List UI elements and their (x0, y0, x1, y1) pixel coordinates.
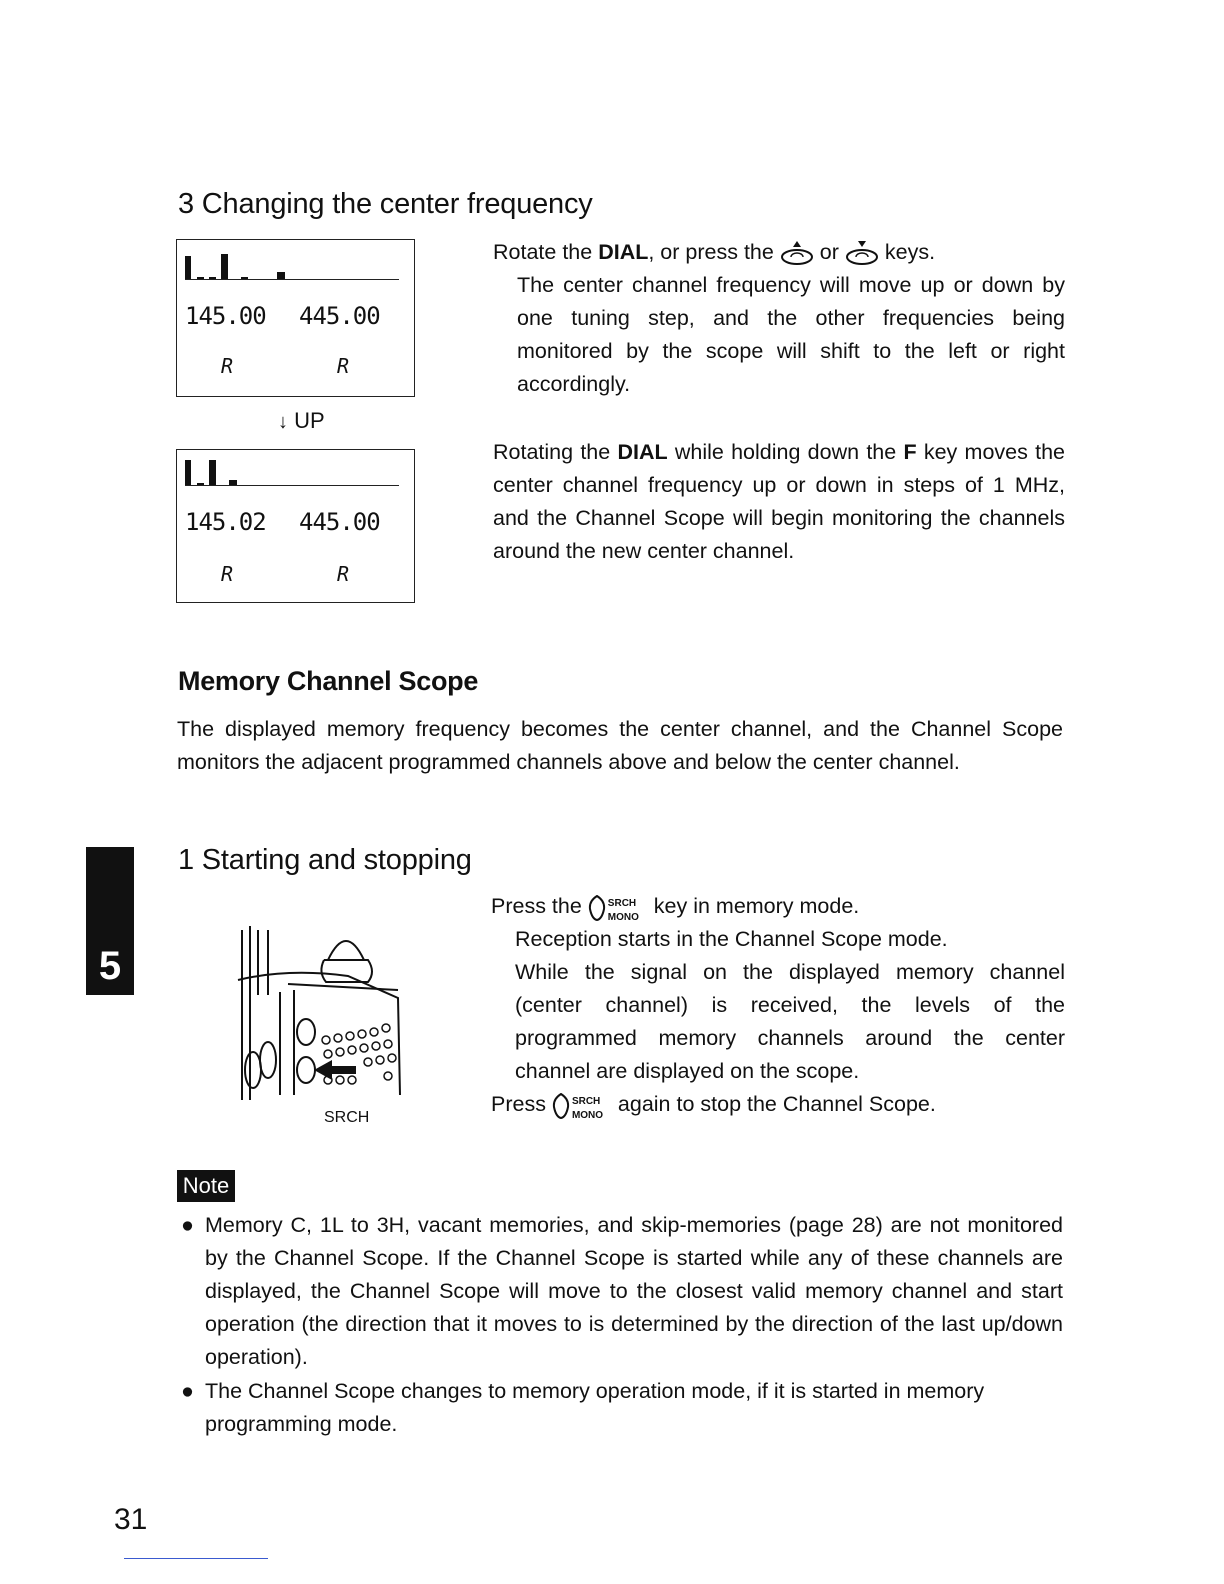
note-badge: Note (177, 1170, 235, 1202)
f-key-label: F (903, 440, 917, 464)
lcd2-mark-right: R (337, 562, 350, 586)
paragraph-rotate-dial-with-f (493, 436, 1065, 568)
lcd2-freq-left: 145.02 (185, 508, 266, 536)
srch-key-icon (588, 895, 606, 921)
up-arrow-caption (278, 408, 325, 434)
paragraph-start-scope (491, 890, 1065, 1121)
text-fragment: keys. (878, 240, 936, 264)
paragraph-detail: The center channel frequency will move up or down by one tuning step, and the other frequencies being monitored by the scope will shift to the left or right accordingly. (517, 273, 1065, 396)
text-fragment: key moves the center channel frequency up or down in steps of 1 MHz, and the Channel Scope will begin monitoring the channels around the new center channel. (493, 440, 1065, 563)
scope-bars (185, 254, 405, 280)
lcd1-freq-left: 145.00 (185, 302, 266, 330)
section-heading-starting-stopping: 1 Starting and stopping (178, 844, 472, 876)
section-heading-changing-center-frequency: 3 Changing the center frequency (178, 188, 593, 220)
lcd1-mark-right: R (337, 354, 350, 378)
note-bullet-text: The Channel Scope changes to memory operation mode, if it is started in memory programming mode. (205, 1379, 985, 1436)
key-bottom-label: MONO (571, 1110, 604, 1122)
note-bullet-text: Memory C, 1L to 3H, vacant memories, and skip-memories (page 28) are not monitored by the Channel Scope. If the Channel Scope is started while any of these channels are displayed, the Channel Scope will move to the closest valid memory channel and start operation (the direction that it moves to is determined by the direction of the last up/down operation). (205, 1213, 1063, 1369)
memory-scope-intro: The displayed memory frequency becomes the center channel, and the Channel Scope monitors the adjacent programmed channels above and below the center channel. (177, 717, 1063, 774)
srch-key-icon (552, 1093, 570, 1119)
up-key-icon (780, 240, 814, 266)
detail-levels: While the signal on the displayed memory channel (center channel) is received, the levels of the programmed memory channels around the center channel are displayed on the scope. (515, 960, 1065, 1083)
text-fragment: , or press the (648, 240, 780, 264)
paragraph-rotate-dial (493, 236, 1065, 401)
scope-bars (185, 460, 405, 486)
dial-label: DIAL (617, 440, 668, 464)
key-top-label: SRCH (571, 1096, 601, 1108)
text-fragment: Rotate the (493, 240, 599, 264)
heading-memory-channel-scope: Memory Channel Scope (178, 666, 479, 696)
text-fragment: Rotating the (493, 440, 618, 464)
lcd-display-before (176, 239, 415, 397)
lcd1-mark-left: R (221, 354, 234, 378)
text-fragment: Press the (491, 894, 588, 918)
lcd2-mark-left: R (221, 562, 234, 586)
page-number: 31 (114, 1503, 148, 1536)
srch-mono-key (552, 1091, 610, 1122)
key-top-label: SRCH (607, 898, 637, 910)
lcd2-freq-right: 445.00 (299, 508, 380, 536)
down-key-icon (845, 240, 879, 266)
lcd1-freq-right: 445.00 (299, 302, 380, 330)
srch-mono-key (588, 893, 646, 924)
radio-illustration (228, 920, 408, 1105)
text-fragment: again to stop the Channel Scope. (611, 1092, 936, 1116)
bullet-dot: ● (181, 1379, 194, 1403)
detail-reception: Reception starts in the Channel Scope mode. (515, 927, 948, 951)
chapter-tab: 5 (86, 847, 134, 995)
figure-label-srch: SRCH (324, 1109, 370, 1126)
text-fragment: Press (491, 1092, 552, 1116)
footer-rule (124, 1558, 268, 1559)
note-bullet (181, 1209, 1063, 1374)
text-fragment: or (813, 240, 845, 264)
text-fragment: key in memory mode. (647, 894, 860, 918)
lcd-display-after (176, 449, 415, 603)
down-arrow-icon: ↓ (278, 411, 288, 433)
bullet-dot: ● (181, 1213, 194, 1237)
text-fragment: while holding down the (667, 440, 904, 464)
arrow-label: UP (294, 408, 325, 433)
note-bullet (181, 1375, 1063, 1441)
key-bottom-label: MONO (607, 912, 639, 924)
dial-label: DIAL (598, 240, 649, 264)
